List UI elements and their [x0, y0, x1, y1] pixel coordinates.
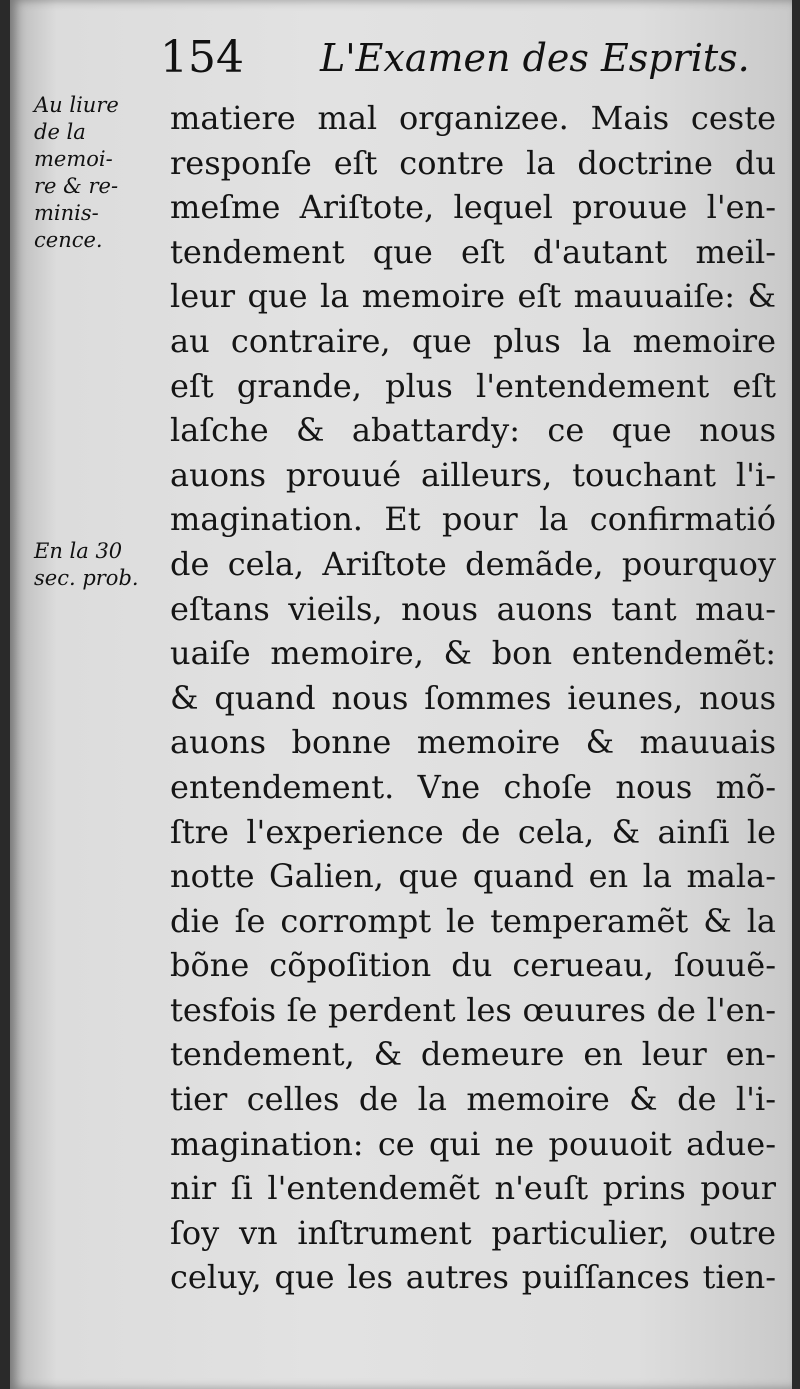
text-line: responſe eſt contre la doctrine du: [170, 143, 776, 182]
book-page: [10, 0, 792, 1389]
text-line: ſoy vn inſtrument particulier, outre: [170, 1213, 776, 1252]
margin-note-line: En la 30: [34, 539, 123, 563]
margin-note: [34, 92, 164, 254]
body-text: [170, 96, 776, 1300]
text-line: tier celles de la memoire & de l'i-: [170, 1080, 776, 1119]
margin-note-line: de la: [34, 120, 86, 144]
text-line: notte Galien, que quand en la mala-: [170, 857, 776, 896]
margin-note-line: re & re-: [34, 174, 119, 198]
text-line: tendement, & demeure en leur en-: [170, 1035, 776, 1074]
text-line: magination: ce qui ne pouuoit adue-: [170, 1124, 776, 1163]
text-line: entendement. Vne choſe nous mõ-: [170, 767, 776, 806]
running-title: L'Examen des Esprits.: [320, 36, 750, 80]
margin-note-line: Au liure: [34, 93, 119, 117]
text-line: matiere mal organizee. Mais ceste: [170, 99, 776, 137]
text-line: meſme Ariſtote, lequel prouue l'en-: [170, 188, 776, 227]
text-line: leur que la memoire eſt mauuaiſe: &: [170, 277, 776, 316]
text-line: tesfois ſe perdent les œuures de l'en-: [170, 990, 776, 1029]
text-line: celuy, que les autres puiſſances tien-: [170, 1258, 776, 1297]
text-line: bõne cõpoſition du cerueau, ſouuẽ-: [170, 946, 776, 985]
page-number: 154: [160, 32, 244, 83]
margin-note-line: memoi-: [34, 147, 113, 171]
text-line: & quand nous ſommes ieunes, nous: [170, 678, 776, 717]
text-line: laſche & abattardy: ce que nous: [170, 411, 776, 450]
text-line: auons prouué ailleurs, touchant l'i-: [170, 455, 776, 494]
text-line: ſtre l'experience de cela, & ainſi le: [170, 812, 776, 851]
text-line: au contraire, que plus la memoire: [170, 321, 776, 360]
text-line: auons bonne memoire & mauuais: [170, 723, 776, 762]
text-line: uaiſe memoire, & bon entendemẽt:: [170, 634, 776, 673]
margin-note-line: sec. prob.: [34, 566, 139, 590]
text-line: eſt grande, plus l'entendement eſt: [170, 366, 776, 405]
page-header: [160, 28, 760, 88]
text-line: nir ſi l'entendemẽt n'euſt prins pour: [170, 1169, 776, 1208]
text-line: tendement que eſt d'autant meil-: [170, 232, 776, 271]
margin-note-line: cence.: [34, 228, 103, 252]
text-line: die ſe corrompt le temperamẽt & la: [170, 901, 776, 940]
margin-note: [34, 538, 164, 592]
text-line: eſtans vieils, nous auons tant mau-: [170, 589, 776, 628]
text-line: de cela, Ariſtote demãde, pourquoy: [170, 544, 776, 583]
margin-note-line: minis-: [34, 201, 99, 225]
text-line: magination. Et pour la confirmatió: [170, 500, 776, 539]
